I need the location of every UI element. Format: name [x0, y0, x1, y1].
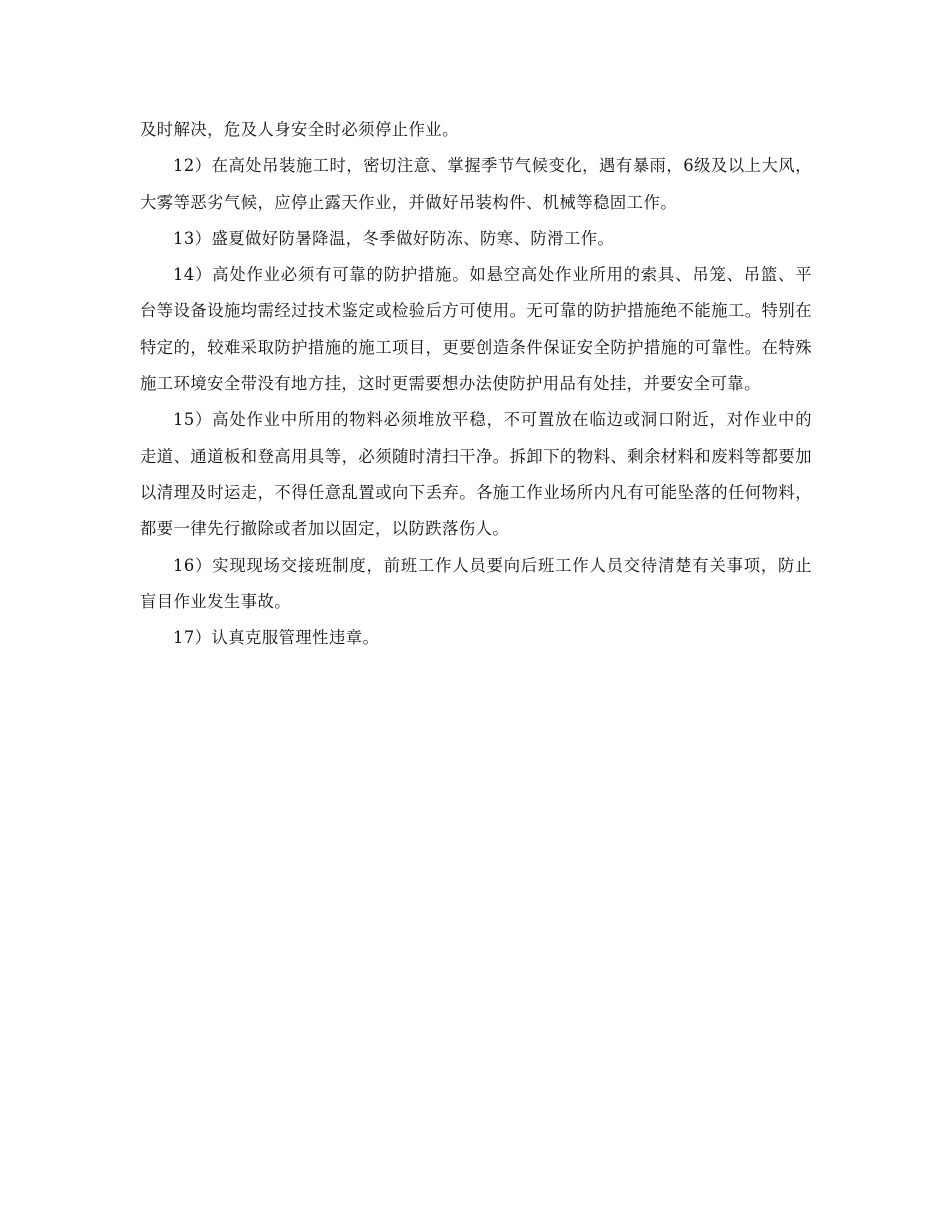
paragraph-item-15: 15）高处作业中所用的物料必须堆放平稳，不可置放在临边或洞口附近，对作业中的走道、通道板和登高用具等，必须随时清扫干净。拆卸下的物料、剩余材料和废料等都要加以清理及时运走，不得任意乱置或向下丢弃。各施工作业场所内凡有可能坠落的任何物料，都要一律先行撤除或者加以固定，以防跌落伤人。 — [140, 410, 812, 539]
paragraph-item-13: 13）盛夏做好防暑降温，冬季做好防冻、防寒、防滑工作。 — [173, 228, 615, 248]
paragraph-item-17: 17）认真克服管理性违章。 — [173, 628, 380, 648]
paragraph-item-12: 12）在高处吊装施工时，密切注意、掌握季节气候变化，遇有暴雨，6级及以上大风，大雾等恶劣气候，应停止露天作业，并做好吊装构件、机械等稳固工作。 — [140, 156, 812, 212]
document-body — [140, 112, 812, 656]
paragraph-continuation: 及时解决，危及人身安全时必须停止作业。 — [140, 120, 459, 139]
paragraph-item-16: 16）实现现场交接班制度，前班工作人员要向后班工作人员交待清楚有关事项，防止盲目作业发生事故。 — [140, 555, 812, 611]
paragraph-item-14: 14）高处作业必须有可靠的防护措施。如悬空高处作业所用的索具、吊笼、吊篮、平台等设备设施均需经过技术鉴定或检验后方可使用。无可靠的防护措施绝不能施工。特别在特定的，较难采取防护措施的施工项目，更要创造条件保证安全防护措施的可靠性。在特殊施工环境安全带没有地方挂，这时更需要想办法使防护用品有处挂，并要安全可靠。 — [140, 265, 812, 394]
